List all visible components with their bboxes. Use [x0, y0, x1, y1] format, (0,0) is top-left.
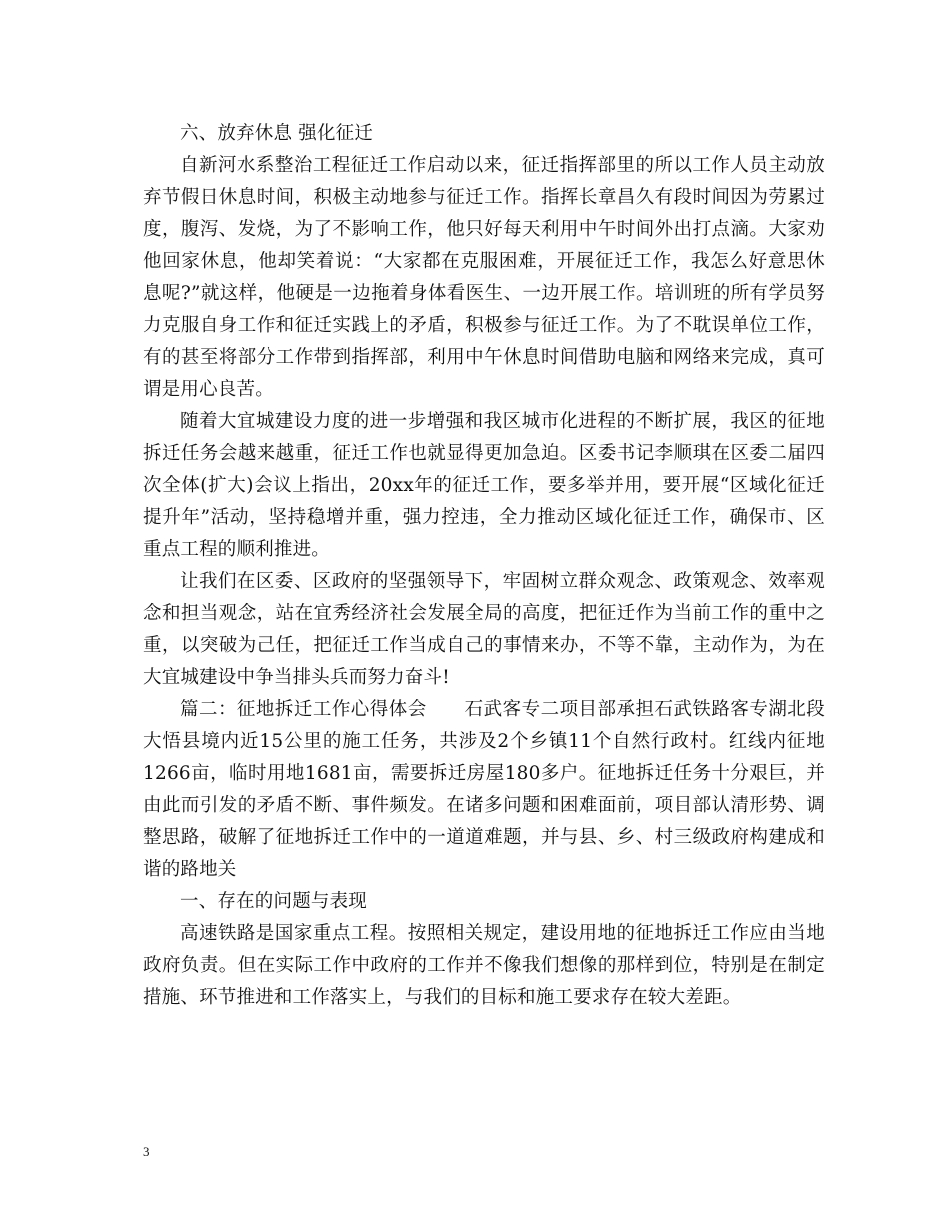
document-body — [143, 118, 825, 1014]
body-paragraph: 自新河水系整治工程征迁工作启动以来，征迁指挥部里的所以工作人员主动放弃节假日休息时间，积极主动地参与征迁工作。指挥长章昌久有段时间因为劳累过度，腹泻、发烧，为了不影响工作，他只好每天利用中午时间外出打点滴。大家劝他回家休息，他却笑着说：“大家都在克服困难，开展征迁工作，我怎么好意思休息呢?”就这样，他硬是一边拖着身体看医生、一边开展工作。培训班的所有学员努力克服自身工作和征迁实践上的矛盾，积极参与征迁工作。为了不耽误单位工作，有的甚至将部分工作带到指挥部，利用中午休息时间借助电脑和网络来完成，真可谓是用心良苦。 — [143, 155, 825, 400]
page-number: 3 — [143, 1144, 150, 1159]
body-paragraph: 随着大宜城建设力度的进一步增强和我区城市化进程的不断扩展，我区的征地拆迁任务会越来越重，征迁工作也就显得更加急迫。区委书记李顺琪在区委二届四次全体(扩大)会议上指出，20xx年的征迁工作，要多举并用，要开展“区域化征迁提升年”活动，坚持稳增并重，强力控违，全力推动区域化征迁工作，确保市、区重点工程的顺利推进。 — [143, 411, 825, 560]
body-paragraph: 让我们在区委、区政府的坚强领导下，牢固树立群众观念、政策观念、效率观念和担当观念，站在宜秀经济社会发展全局的高度，把征迁作为当前工作的重中之重，以突破为己任，把征迁工作当成自己的事情来办，不等不靠，主动作为，为在大宜城建设中争当排头兵而努力奋斗! — [143, 571, 825, 688]
section-heading-one: 一、存在的问题与表现 — [180, 891, 368, 912]
article-two-intro-paragraph: 篇二：征地拆迁工作心得体会 石武客专二项目部承担石武铁路客专湖北段大悟县境内近15公里的施工任务，共涉及2个乡镇11个自然行政村。红线内征地1266亩，临时用地1681亩，需要拆迁房屋180多户。征地拆迁任务十分艰巨，并由此而引发的矛盾不断、事件频发。在诸多问题和困难面前，项目部认清形势、调整思路，破解了征地拆迁工作中的一道道难题，并与县、乡、村三级政府构建成和谐的路地关 — [143, 699, 825, 880]
body-paragraph: 高速铁路是国家重点工程。按照相关规定，建设用地的征地拆迁工作应由当地政府负责。但在实际工作中政府的工作并不像我们想像的那样到位，特别是在制定措施、环节推进和工作落实上，与我们的目标和施工要求存在较大差距。 — [143, 923, 825, 1008]
section-heading-six: 六、放弃休息 强化征迁 — [180, 123, 374, 144]
